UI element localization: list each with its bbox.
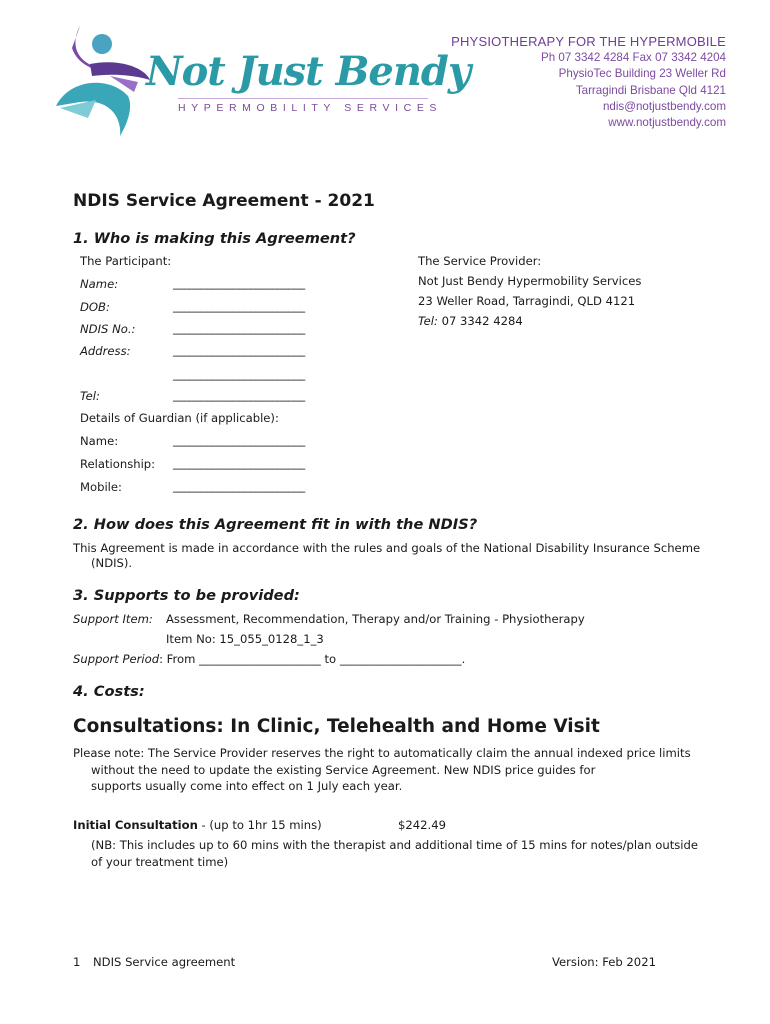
- name-field[interactable]: ________________________: [173, 276, 305, 290]
- email-link[interactable]: ndis@notjustbendy.com: [602, 99, 726, 113]
- guardian-mobile-field[interactable]: ________________________: [173, 479, 305, 493]
- contact-block: [451, 34, 726, 131]
- support-period-blanks[interactable]: : From _____________________ to _____________________.: [159, 652, 466, 666]
- section-3-heading: 3. Supports to be provided:: [73, 587, 300, 604]
- field-label: Tel:: [80, 389, 100, 403]
- website-link[interactable]: www.notjustbendy.com: [608, 116, 726, 130]
- section-1-heading: 1. Who is making this Agreement?: [73, 230, 356, 247]
- consultations-heading: Consultations: In Clinic, Telehealth and Home Visit: [73, 716, 600, 737]
- logo-subtitle: HYPERMOBILITY SERVICES: [178, 102, 443, 114]
- dob-field[interactable]: ________________________: [173, 299, 305, 313]
- provider-address: 23 Weller Road, Tarragindi, QLD 4121: [418, 294, 636, 308]
- initial-consultation-row: [73, 818, 322, 832]
- consultations-note: Please note: The Service Provider reserves the right to automatically claim the annual indexed price limits: [73, 746, 691, 760]
- address-line-1: PhysioTec Building 23 Weller Rd: [558, 67, 726, 81]
- guardian-name-field[interactable]: ________________________: [173, 433, 305, 447]
- participant-label: The Participant:: [80, 254, 172, 268]
- address-field-line-2[interactable]: ________________________: [173, 367, 305, 381]
- nb-note-cont: of your treatment time): [91, 855, 229, 869]
- provider-tel-label: Tel:: [418, 314, 438, 328]
- field-label: Mobile:: [80, 480, 122, 494]
- nb-note: (NB: This includes up to 60 mins with the therapist and additional time of 15 mins for notes/plan outside: [91, 838, 699, 852]
- item-number: Item No: 15_055_0128_1_3: [166, 632, 324, 646]
- tagline: PHYSIOTHERAPY FOR THE HYPERMOBILE: [451, 34, 726, 49]
- initial-consultation-label: Initial Consultation: [73, 818, 198, 832]
- support-period-row: [73, 652, 465, 666]
- support-period-label: Support Period: [73, 652, 160, 666]
- section-2-heading: 2. How does this Agreement fit in with the NDIS?: [73, 516, 478, 533]
- address-line-2: Tarragindi Brisbane Qld 4121: [575, 83, 726, 97]
- ndis-number-field[interactable]: ________________________: [173, 321, 305, 335]
- field-label: Name:: [80, 277, 119, 291]
- page-number: 1: [73, 955, 81, 969]
- field-label: Name:: [80, 434, 119, 448]
- initial-consultation-duration: - (up to 1hr 15 mins): [197, 818, 322, 832]
- field-label: DOB:: [80, 300, 110, 314]
- support-item-value: Assessment, Recommendation, Therapy and/or Training - Physiotherapy: [166, 612, 585, 626]
- section-4-heading: 4. Costs:: [73, 683, 145, 700]
- phone-fax: Ph 07 3342 4284 Fax 07 3342 4204: [540, 51, 726, 65]
- figure-icon: [50, 18, 150, 143]
- tel-field[interactable]: ________________________: [173, 388, 305, 402]
- field-label: Relationship:: [80, 457, 156, 471]
- provider-label: The Service Provider:: [418, 254, 542, 268]
- section-2-text-cont: (NDIS).: [91, 556, 133, 570]
- guardian-label: Details of Guardian (if applicable):: [80, 411, 279, 425]
- guardian-relationship-field[interactable]: ________________________: [173, 456, 305, 470]
- field-label: Address:: [80, 344, 131, 358]
- consultations-note-cont: without the need to update the existing Service Agreement. New NDIS price guides for: [91, 763, 596, 777]
- support-item-label: Support Item:: [73, 612, 153, 626]
- provider-tel: [418, 314, 523, 328]
- provider-tel-value: 07 3342 4284: [437, 314, 523, 328]
- provider-name: Not Just Bendy Hypermobility Services: [418, 274, 642, 288]
- footer-title: NDIS Service agreement: [93, 955, 236, 969]
- field-label: NDIS No.:: [80, 322, 136, 336]
- section-2-text: This Agreement is made in accordance with the rules and goals of the National Disability Insurance Scheme: [73, 541, 701, 555]
- consultations-note-cont: supports usually come into effect on 1 July each year.: [91, 779, 403, 793]
- logo-title: Not Just Bendy: [146, 48, 471, 95]
- footer-version: Version: Feb 2021: [552, 955, 656, 969]
- logo: [50, 18, 471, 148]
- document-title: NDIS Service Agreement - 2021: [73, 191, 375, 211]
- initial-consultation-price: $242.49: [398, 818, 446, 832]
- address-field[interactable]: ________________________: [173, 343, 305, 357]
- logo-divider: [178, 98, 428, 99]
